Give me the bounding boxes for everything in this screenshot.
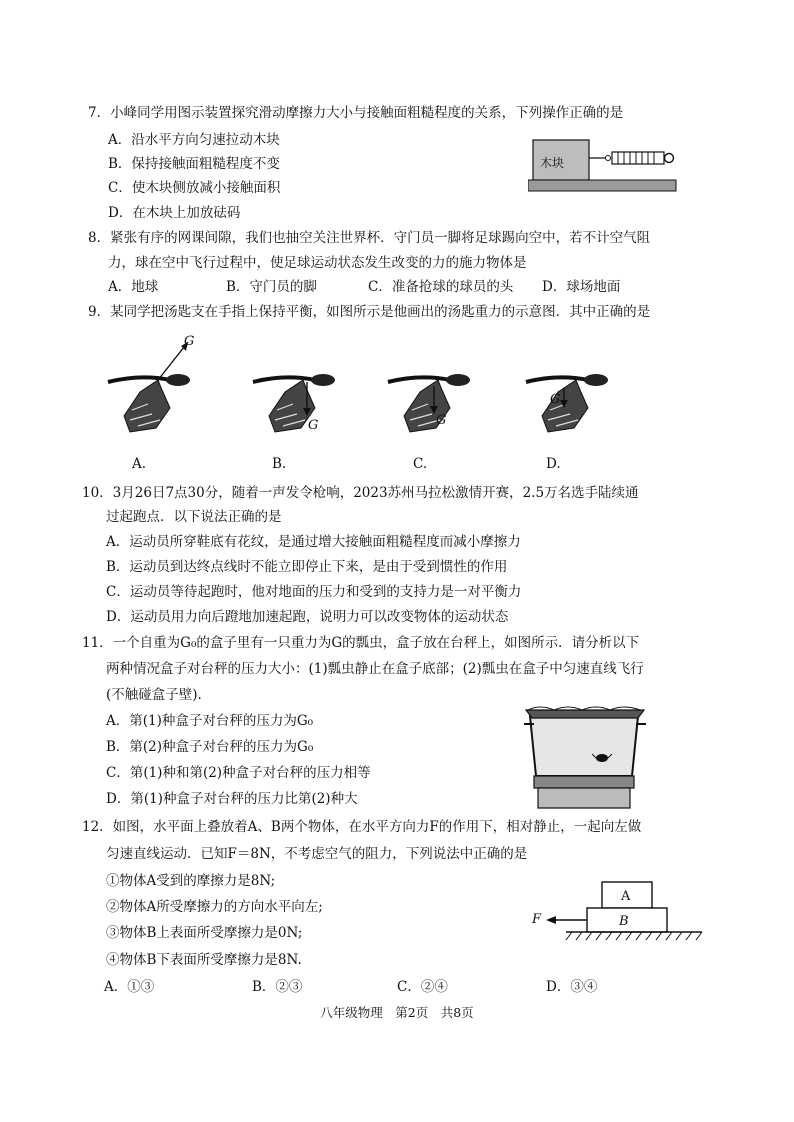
q7-option-b: B．保持接触面粗糙程度不变 (108, 156, 280, 172)
q9-c-force-label: G (436, 413, 447, 428)
page-footer: 八年级物理 第2页 共8页 (320, 1005, 474, 1020)
q9-option-c: C. (413, 456, 428, 472)
q7-option-a: A．沿水平方向匀速拉动木块 (108, 132, 280, 148)
q10-stem-line2: 过起跑点．以下说法正确的是 (106, 509, 282, 525)
q12-label-a: A (621, 889, 631, 904)
q9-figure-d (518, 330, 628, 445)
q7-option-d: D．在木块上加放砝码 (108, 205, 241, 221)
q11-option-a: A．第(1)种盒子对台秤的压力为G₀ (106, 713, 314, 729)
q9-a-force-label: G (184, 334, 195, 349)
q10-option-b: B．运动员到达终点线时不能立即停止下来，是由于受到惯性的作用 (106, 559, 508, 575)
q10-option-a: A．运动员所穿鞋底有花纹，是通过增大接触面粗糙程度而减小摩擦力 (106, 534, 521, 550)
q11-option-d: D．第(1)种盒子对台秤的压力比第(2)种大 (106, 791, 358, 807)
q12-stem-line2: 匀速直线运动．已知F＝8N，不考虑空气的阻力，下列说法中正确的是 (106, 846, 528, 862)
q12-stem-line1: 12．如图，水平面上叠放着A、B两个物体，在水平方向力F的作用下，相对静止，一起向左做 (82, 819, 642, 835)
q8-option-d: D．球场地面 (542, 279, 621, 295)
q10-option-c: C．运动员等待起跑时，他对地面的压力和受到的支持力是一对平衡力 (106, 584, 522, 600)
q12-option-a: A．①③ (104, 979, 155, 995)
q12-statement-4: ④物体B下表面所受摩擦力是8N. (106, 952, 302, 968)
q9-b-force-label: G (308, 418, 319, 433)
q12-label-b: B (619, 914, 629, 929)
q12-option-d: D．③④ (546, 979, 598, 995)
q8-stem-line2: 力，球在空中飞行过程中，使足球运动状态发生改变的力的施力物体是 (108, 255, 527, 271)
q12-statement-1: ①物体A受到的摩擦力是8N; (106, 873, 276, 889)
q7-block-label: 木块 (540, 156, 565, 170)
q11-stem-line1: 11．一个自重为G₀的盒子里有一只重力为G的瓢虫，盒子放在台秤上，如图所示．请分析以下 (82, 635, 640, 651)
q8-option-b: B．守门员的脚 (226, 279, 317, 295)
q7-option-c: C．使木块侧放减小接触面积 (108, 180, 281, 196)
q9-d-force-label: G (550, 392, 561, 407)
q12-figure-stacked-blocks (532, 876, 707, 946)
q9-option-a: A. (132, 456, 147, 472)
q12-statement-2: ②物体A所受摩擦力的方向水平向左; (106, 899, 323, 915)
q12-option-b: B．②③ (252, 979, 303, 995)
q12-label-f: F (532, 912, 542, 927)
q9-figure-b (245, 330, 355, 445)
q10-option-d: D．运动员用力向后蹬地加速起跑，说明力可以改变物体的运动状态 (106, 609, 509, 625)
q9-option-b: B. (272, 456, 287, 472)
q8-option-c: C．准备抢球的球员的头 (368, 279, 514, 295)
q8-stem-line1: 8．紧张有序的网课间隙，我们也抽空关注世界杯．守门员一脚将足球踢向空中，若不计空气阻 (88, 230, 651, 246)
q11-option-c: C．第(1)种和第(2)种盒子对台秤的压力相等 (106, 765, 371, 781)
q11-option-b: B．第(2)种盒子对台秤的压力为G₀ (106, 739, 314, 755)
q12-statement-3: ③物体B上表面所受摩擦力是0N; (106, 925, 303, 941)
q11-stem-line3: (不触碰盒子壁). (106, 687, 202, 703)
q7-stem: 7．小峰同学用图示装置探究滑动摩擦力大小与接触面粗糙程度的关系，下列操作正确的是 (88, 105, 624, 121)
q9-option-d: D. (546, 456, 561, 472)
q11-stem-line2: 两种情况盒子对台秤的压力大小：(1)瓢虫静止在盒子底部；(2)瓢虫在盒子中匀速直线飞行 (106, 661, 644, 677)
q8-option-a: A．地球 (108, 279, 159, 295)
q10-stem-line1: 10．3月26日7点30分，随着一声发令枪响，2023苏州马拉松激情开赛，2.5万名选手陆续通 (82, 485, 639, 501)
q12-option-c: C．②④ (397, 979, 448, 995)
q9-stem: 9．某同学把汤匙支在手指上保持平衡，如图所示是他画出的汤匙重力的示意图．其中正确的是 (88, 304, 651, 320)
q11-figure-box-on-scale (520, 694, 650, 814)
q9-figure-c (380, 330, 490, 445)
